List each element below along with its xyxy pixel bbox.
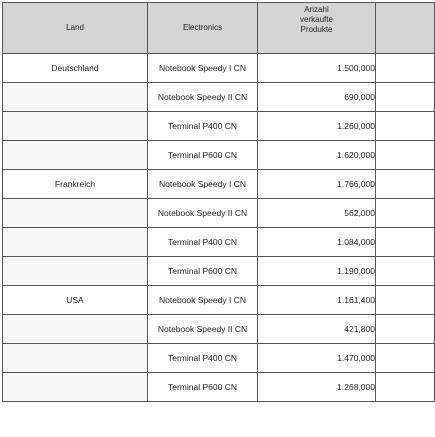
quantity-cell: 1.620,000 [258, 141, 376, 170]
quantity-cell: 690,000 [258, 83, 376, 112]
country-cell-empty [3, 112, 148, 141]
table-row [3, 170, 435, 199]
product-cell: Notebook Speedy I CN [148, 54, 258, 83]
product-cell: Terminal P400 CN [148, 228, 258, 257]
product-cell: Terminal P400 CN [148, 344, 258, 373]
quantity-cell: 1.470,000 [258, 344, 376, 373]
header-anzahl-line-2: verkaufte [300, 15, 333, 24]
sales-table [2, 2, 435, 402]
empty-cell [376, 257, 435, 286]
header-anzahl [258, 3, 376, 54]
empty-cell [376, 141, 435, 170]
product-cell: Terminal P600 CN [148, 257, 258, 286]
table-row [3, 315, 435, 344]
table-row [3, 83, 435, 112]
table-row [3, 54, 435, 83]
country-cell-empty [3, 141, 148, 170]
table-row [3, 373, 435, 402]
product-cell: Notebook Speedy II CN [148, 83, 258, 112]
empty-cell [376, 54, 435, 83]
header-empty-cell [376, 3, 435, 54]
quantity-cell: 1.260,000 [258, 112, 376, 141]
empty-cell [376, 170, 435, 199]
country-cell-empty [3, 228, 148, 257]
country-cell-empty [3, 344, 148, 373]
table-row [3, 141, 435, 170]
product-cell: Terminal P600 CN [148, 141, 258, 170]
table-row [3, 344, 435, 373]
country-cell-empty [3, 199, 148, 228]
table-row [3, 112, 435, 141]
quantity-cell: 1.084,000 [258, 228, 376, 257]
header-electronics: Electronics [148, 3, 258, 54]
empty-cell [376, 344, 435, 373]
product-cell: Terminal P400 CN [148, 112, 258, 141]
quantity-cell: 1.268,000 [258, 373, 376, 402]
header-anzahl-line-1: Anzahl [304, 5, 329, 14]
header-land: Land [3, 3, 148, 54]
country-cell: USA [3, 286, 148, 315]
empty-cell [376, 112, 435, 141]
product-cell: Notebook Speedy I CN [148, 170, 258, 199]
product-cell: Terminal P600 CN [148, 373, 258, 402]
sales-table-body [3, 3, 435, 402]
table-row [3, 257, 435, 286]
table-row [3, 286, 435, 315]
country-cell: Frankreich [3, 170, 148, 199]
empty-cell [376, 315, 435, 344]
table-row [3, 228, 435, 257]
empty-cell [376, 373, 435, 402]
empty-cell [376, 83, 435, 112]
quantity-cell: 1.190,000 [258, 257, 376, 286]
quantity-cell: 1.161,400 [258, 286, 376, 315]
country-cell-empty [3, 83, 148, 112]
product-cell: Notebook Speedy II CN [148, 315, 258, 344]
country-cell-empty [3, 373, 148, 402]
product-cell: Notebook Speedy I CN [148, 286, 258, 315]
header-anzahl-line-3: Produkte [300, 25, 333, 34]
empty-cell [376, 228, 435, 257]
quantity-cell: 421,800 [258, 315, 376, 344]
quantity-cell: 1.766,000 [258, 170, 376, 199]
country-cell: Deutschland [3, 54, 148, 83]
header-row [3, 3, 435, 54]
table-row [3, 199, 435, 228]
empty-cell [376, 199, 435, 228]
quantity-cell: 1.500,000 [258, 54, 376, 83]
empty-cell [376, 286, 435, 315]
country-cell-empty [3, 257, 148, 286]
quantity-cell: 562,000 [258, 199, 376, 228]
product-cell: Notebook Speedy II CN [148, 199, 258, 228]
country-cell-empty [3, 315, 148, 344]
